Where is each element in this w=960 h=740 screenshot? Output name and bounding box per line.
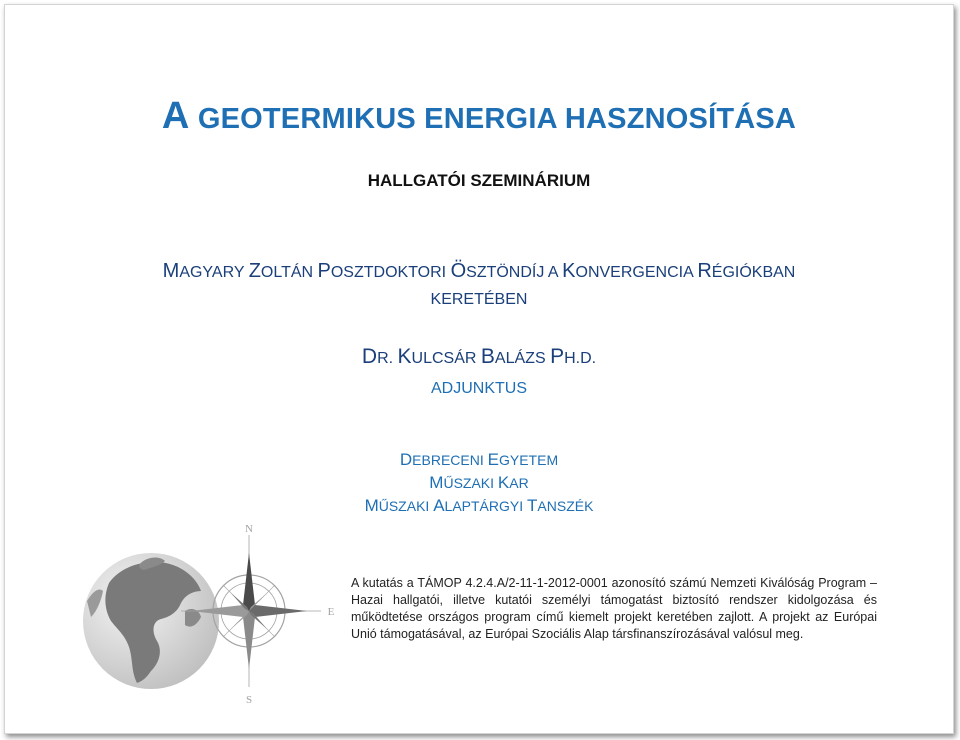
sc-rest: EBRECENI <box>412 452 488 468</box>
sc-rest: OLTÁN <box>260 264 318 281</box>
title-rest: GEOTERMIKUS ENERGIA HASZNOSÍTÁSA <box>197 103 797 135</box>
sc-cap: P <box>317 260 331 282</box>
slide-page <box>4 4 954 734</box>
scholarship-line-1 <box>5 260 953 283</box>
sc-cap: B <box>480 345 495 368</box>
university-name <box>5 450 953 470</box>
funding-acknowledgement: A kutatás a TÁMOP 4.2.4.A/2-11-1-2012-0001 azonosító számú Nemzeti Kiválóság Program – Hazai hallgatói, illetve kutatói személyi támogatást biztosító rendszer kidolgozása és működtetése országos program című kiemelt projekt keretében zajlott. A projekt az Európai Unió támogatásával, az Európai Szociális Alap társfinanszírozásával valósul meg. <box>351 576 877 641</box>
sc-rest: SZTÖNDÍJ A <box>466 264 563 281</box>
sc-rest: AR <box>509 475 529 491</box>
sc-rest: ŰSZAKI <box>378 498 434 514</box>
subtitle: HALLGATÓI SZEMINÁRIUM <box>367 171 591 190</box>
sc-cap: E <box>487 450 499 469</box>
sc-cap: D <box>399 450 413 469</box>
sc-rest: ONVERGENCIA <box>575 264 698 281</box>
sc-cap: Ö <box>450 260 467 282</box>
sc-rest: H.D. <box>564 350 597 367</box>
globe-icon <box>83 553 219 689</box>
sc-rest: R. <box>377 350 398 367</box>
department-name <box>5 496 953 516</box>
sc-cap: K <box>497 473 510 492</box>
sc-cap: M <box>429 473 444 492</box>
author-role: ADJUNKTUS <box>430 380 527 397</box>
sc-rest: LAPTÁRGYI <box>444 498 528 514</box>
globe-compass-illustration <box>81 521 341 711</box>
compass-east-label: E <box>327 606 335 618</box>
faculty-name <box>5 473 953 493</box>
sc-cap: A <box>433 496 445 515</box>
sc-cap: M <box>162 260 180 282</box>
sc-cap: P <box>550 345 565 368</box>
sc-cap: T <box>527 496 538 515</box>
sc-cap: Z <box>248 260 261 282</box>
compass-south-label: S <box>245 694 253 706</box>
sc-rest: ŰSZAKI <box>443 475 498 491</box>
sc-rest: AGYARY <box>179 264 249 281</box>
sc-cap: D <box>361 345 378 368</box>
sc-rest: ALÁZS <box>494 350 551 367</box>
sc-rest: ANSZÉK <box>537 498 594 514</box>
title-initial: A <box>161 95 190 137</box>
scholarship-line-2: KERETÉBEN <box>430 291 528 308</box>
page-title <box>5 95 953 138</box>
sc-cap: K <box>562 260 576 282</box>
sc-rest: ULCSÁR <box>411 350 481 367</box>
sc-cap: R <box>697 260 712 282</box>
author-name <box>5 345 953 369</box>
sc-cap: K <box>397 345 412 368</box>
compass-north-label: N <box>245 523 253 535</box>
sc-rest: OSZTDOKTORI <box>330 264 451 281</box>
sc-rest: ÉGIÓKBAN <box>711 264 796 281</box>
sc-cap: M <box>364 496 379 515</box>
sc-rest: GYETEM <box>498 452 559 468</box>
